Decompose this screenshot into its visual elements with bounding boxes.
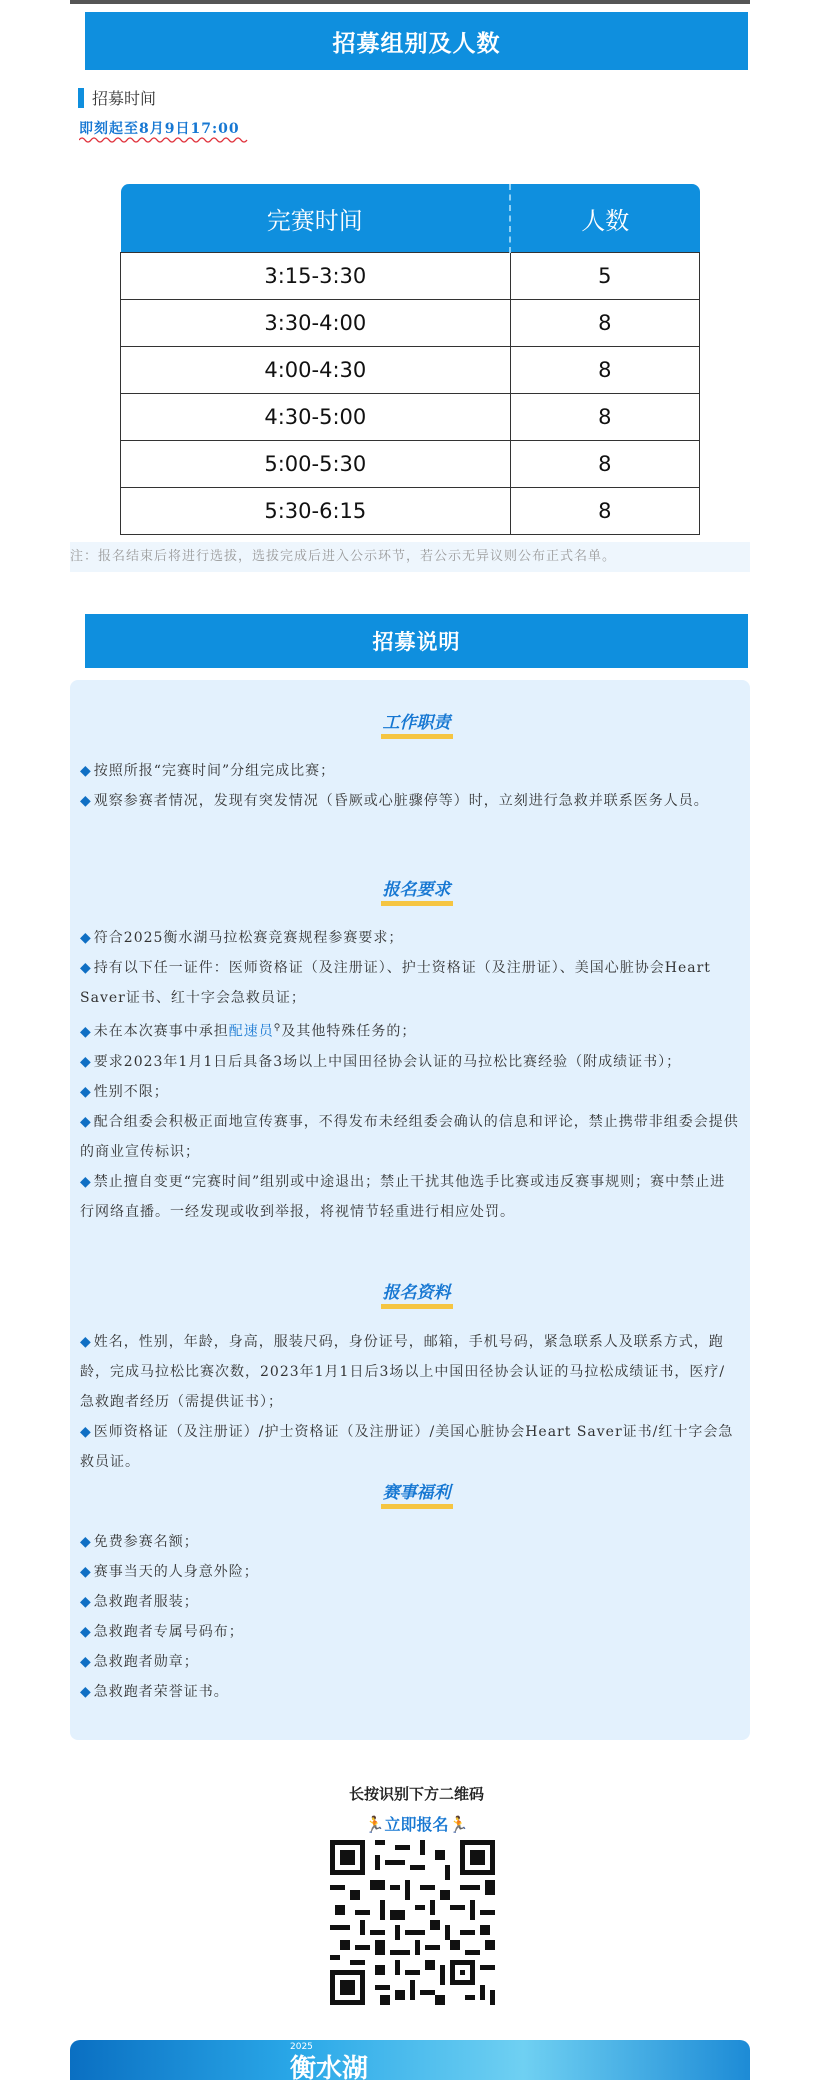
list-item-text: 符合2025衡水湖马拉松赛竞赛规程参赛要求； [93, 930, 404, 946]
runner-icon: 🏃 [448, 1815, 469, 1834]
diamond-icon: ◆ [80, 1624, 92, 1640]
diamond-icon: ◆ [80, 1113, 92, 1130]
section-title: 招募说明 [372, 630, 461, 654]
cell-count: 8 [510, 441, 699, 488]
pacer-link[interactable]: 配速员 [228, 1023, 274, 1040]
cell-time: 5:30-6:15 [121, 488, 511, 535]
heading-duties [0, 708, 833, 739]
diamond-icon: ◆ [80, 1424, 92, 1440]
qr-instruction: 长按识别下方二维码 [348, 1785, 484, 1803]
list-item [80, 1417, 740, 1477]
diamond-icon: ◆ [80, 793, 92, 809]
header-count: 人数 [510, 184, 699, 253]
footer-year: 2025 [290, 2042, 313, 2052]
footer-banner [70, 2040, 750, 2080]
footer-title: 衡水湖 [290, 2054, 369, 2080]
diamond-icon: ◆ [80, 1654, 92, 1670]
cell-time: 4:30-5:00 [121, 394, 511, 441]
table-row [121, 441, 700, 488]
requirements-list [80, 923, 740, 1227]
selection-note: 注：报名结束后将进行选拔，选拔完成后进入公示环节，若公示无异议则公布正式名单。 [70, 542, 750, 572]
list-item-text: 禁止擅自变更“完赛时间”组别或中途退出；禁止干扰其他选手比赛或违反赛事规则；赛中禁止进行网络直播。一经发现或收到举报，将视情节轻重进行相应处罚。 [80, 1173, 726, 1220]
list-item-text: 及其他特殊任务的； [281, 1023, 417, 1040]
search-icon: ⚲ [273, 1023, 282, 1033]
diamond-icon: ◆ [80, 1534, 92, 1550]
diamond-icon: ◆ [80, 1083, 92, 1100]
list-item-text: 持有以下任一证件：医师资格证（及注册证）、护士资格证（及注册证）、美国心脏协会Heart Saver证书、红十字会急救员证； [80, 960, 711, 1006]
list-item [80, 1077, 740, 1107]
list-item [80, 1617, 740, 1647]
list-item [80, 1677, 740, 1707]
list-item-text: 姓名，性别，年龄，身高，服装尺码，身份证号，邮箱，手机号码，紧急联系人及联系方式，跑龄，完成马拉松比赛次数，2023年1月1日后3场以上中国田径协会认证的马拉松成绩证书，医疗/急救跑者经历（需提供证书）； [80, 1334, 726, 1410]
list-item [80, 1013, 740, 1047]
list-item [80, 953, 740, 1013]
list-item [80, 1527, 740, 1557]
table-header-row [121, 184, 700, 253]
list-item [80, 1167, 740, 1227]
schedule-table [120, 184, 700, 535]
diamond-icon: ◆ [80, 1173, 92, 1190]
cell-count: 5 [510, 253, 699, 300]
list-item-text: 急救跑者荣誉证书。 [93, 1684, 229, 1700]
table-row [121, 253, 700, 300]
benefits-list [80, 1527, 740, 1707]
heading-requirements [0, 875, 833, 906]
subheading-label: 招募时间 [92, 89, 157, 108]
heading-benefits [0, 1478, 833, 1509]
section-banner-recruit-groups [85, 12, 748, 70]
cell-time: 3:30-4:00 [121, 300, 511, 347]
cell-count: 8 [510, 488, 699, 535]
heading-duties-text: 工作职责 [381, 708, 453, 739]
table-row [121, 300, 700, 347]
list-item-text: 急救跑者服装； [93, 1594, 199, 1610]
diamond-icon: ◆ [80, 1334, 92, 1350]
list-item-text: 要求2023年1月1日后具备3场以上中国田径协会认证的马拉松比赛经验（附成绩证书）； [93, 1053, 682, 1070]
cell-time: 4:00-4:30 [121, 347, 511, 394]
documents-list [80, 1327, 740, 1477]
heading-benefits-text: 赛事福利 [381, 1478, 453, 1509]
list-item-text: 急救跑者勋章； [93, 1654, 199, 1670]
table-row [121, 488, 700, 535]
section-banner-recruit-info [85, 614, 748, 668]
cell-count: 8 [510, 347, 699, 394]
qr-code[interactable] [330, 1840, 495, 2005]
top-image-edge [70, 0, 750, 4]
diamond-icon: ◆ [80, 930, 92, 946]
list-item [80, 1557, 740, 1587]
list-item-text: 未在本次赛事中承担 [93, 1023, 229, 1040]
diamond-icon: ◆ [80, 1684, 92, 1700]
cell-count: 8 [510, 300, 699, 347]
list-item [80, 1107, 740, 1167]
deadline-text: 即刻起至8月9日17:00 [79, 121, 240, 137]
diamond-icon: ◆ [80, 960, 92, 976]
section-title: 招募组别及人数 [332, 30, 501, 57]
list-item [80, 1047, 740, 1077]
diamond-icon: ◆ [80, 1023, 92, 1040]
heading-documents-text: 报名资料 [381, 1278, 453, 1309]
list-item-text: 按照所报“完赛时间”分组完成比赛； [93, 763, 336, 779]
diamond-icon: ◆ [80, 1594, 92, 1610]
table-row [121, 347, 700, 394]
heading-documents [0, 1278, 833, 1309]
list-item [80, 1587, 740, 1617]
list-item [80, 1647, 740, 1677]
list-item [80, 1327, 740, 1417]
duties-list [80, 756, 740, 816]
heading-requirements-text: 报名要求 [381, 875, 453, 906]
wavy-underline [79, 136, 249, 144]
list-item-text: 医师资格证（及注册证）/护士资格证（及注册证）/美国心脏协会Heart Saver证书/红十字会急救员证。 [80, 1424, 734, 1470]
runner-icon: 🏃 [364, 1815, 385, 1834]
list-item-text: 急救跑者专属号码布； [93, 1624, 244, 1640]
list-item-text: 免费参赛名额； [93, 1534, 199, 1550]
register-link[interactable] [0, 1812, 833, 1835]
table-row [121, 394, 700, 441]
subheading-recruit-time [78, 86, 156, 109]
list-item-text: 配合组委会积极正面地宣传赛事，不得发布未经组委会确认的信息和评论，禁止携带非组委会提供的商业宣传标识； [80, 1113, 739, 1160]
header-finish-time: 完赛时间 [121, 184, 511, 253]
cell-count: 8 [510, 394, 699, 441]
list-item [80, 923, 740, 953]
list-item-text: 观察参赛者情况，发现有突发情况（昏厥或心脏骤停等）时，立刻进行急救并联系医务人员。 [93, 793, 709, 809]
cell-time: 3:15-3:30 [121, 253, 511, 300]
diamond-icon: ◆ [80, 1564, 92, 1580]
cell-time: 5:00-5:30 [121, 441, 511, 488]
list-item [80, 786, 740, 816]
diamond-icon: ◆ [80, 763, 92, 779]
list-item-text: 赛事当天的人身意外险； [93, 1564, 259, 1580]
subheading-bar [78, 88, 84, 108]
list-item [80, 756, 740, 786]
register-link-text[interactable]: 立即报名 [384, 1815, 449, 1834]
diamond-icon: ◆ [80, 1053, 92, 1070]
list-item-text: 性别不限； [93, 1083, 169, 1100]
